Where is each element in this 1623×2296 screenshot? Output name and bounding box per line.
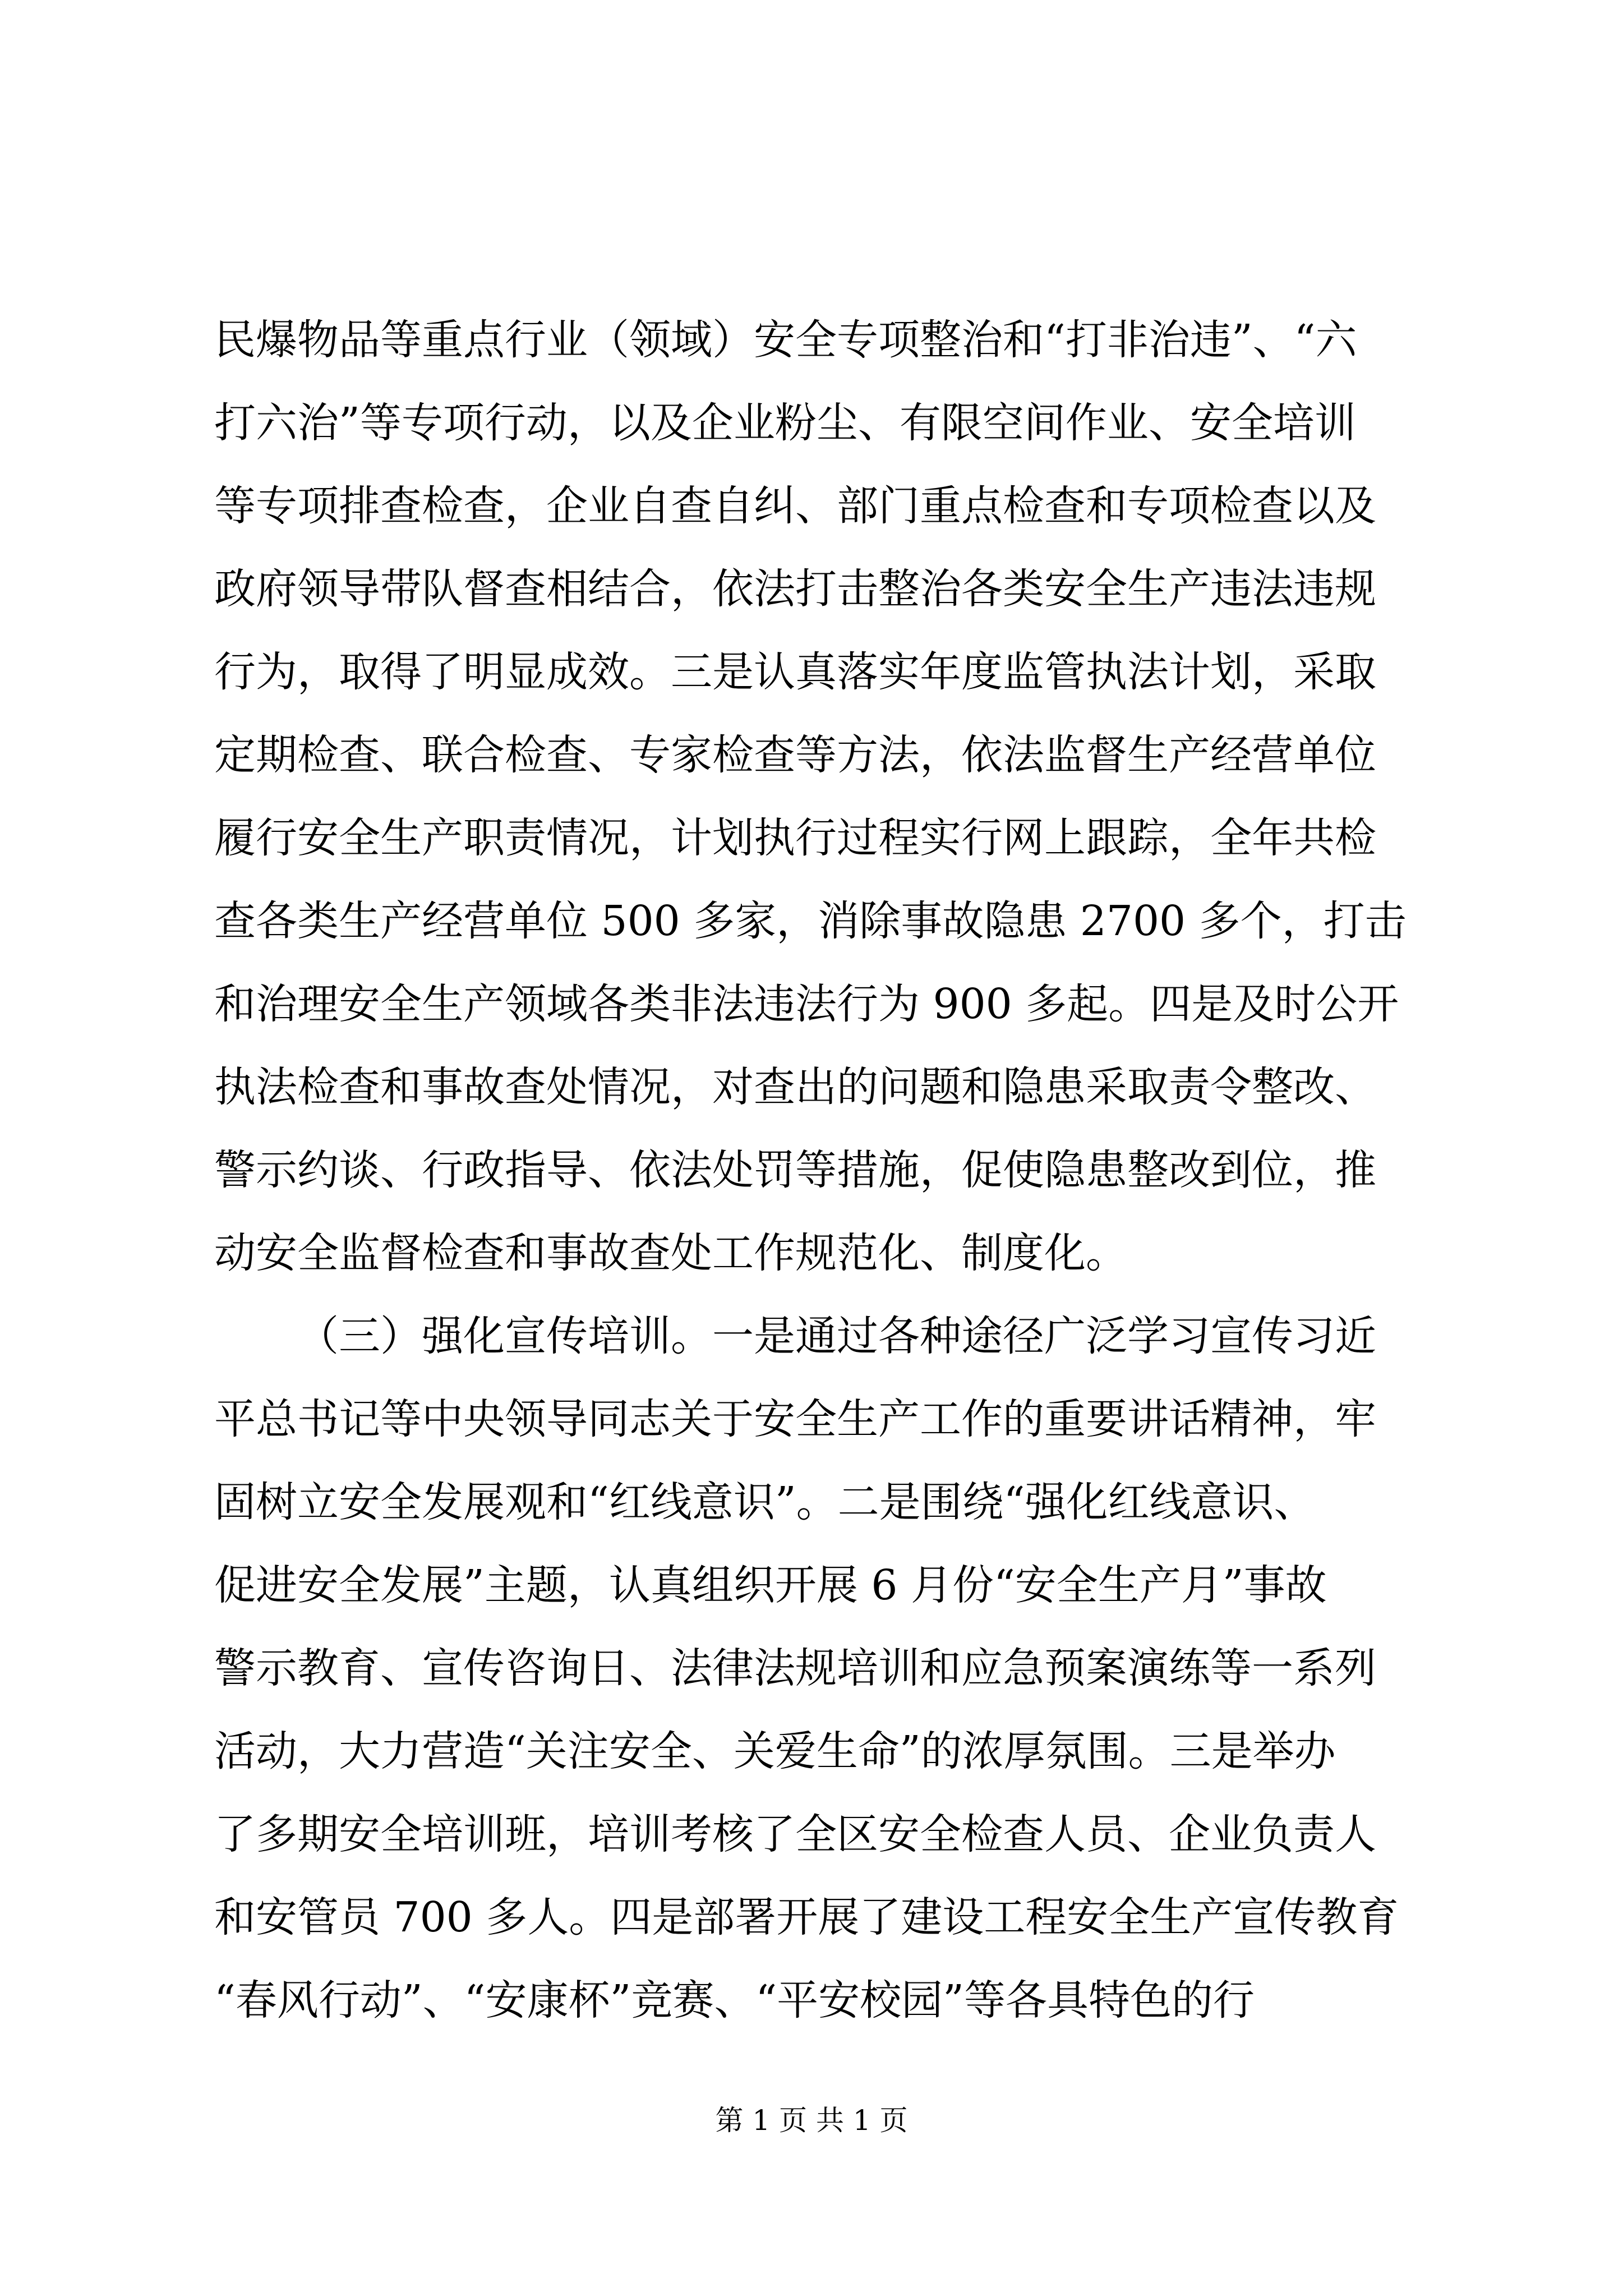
text-line: 等专项排查检查，企业自查自纠、部门重点检查和专项检查以及 bbox=[214, 482, 1376, 530]
text-line: 民爆物品等重点行业（领域）安全专项整治和“打非治违”、“六 bbox=[214, 316, 1357, 364]
text-line: 活动，大力营造“关注安全、关爱生命”的浓厚氛围。三是举办 bbox=[214, 1727, 1336, 1775]
text-line: 固树立安全发展观和“红线意识”。二是围绕“强化红线意识、 bbox=[214, 1478, 1316, 1526]
text-line: 平总书记等中央领导同志关于安全生产工作的重要讲话精神，牢 bbox=[214, 1395, 1376, 1443]
text-line: 警示教育、宣传咨询日、法律法规培训和应急预案演练等一系列 bbox=[214, 1644, 1376, 1692]
text-line: 动安全监督检查和事故查处工作规范化、制度化。 bbox=[214, 1229, 1127, 1277]
text-line: 政府领导带队督查相结合，依法打击整治各类安全生产违法违规 bbox=[214, 565, 1376, 613]
text-line: “春风行动”、“安康杯”竞赛、“平安校园”等各具特色的行 bbox=[214, 1976, 1255, 2024]
text-line: 执法检查和事故查处情况，对查出的问题和隐患采取责令整改、 bbox=[214, 1063, 1376, 1111]
text-line: 警示约谈、行政指导、依法处罚等措施，促使隐患整改到位，推 bbox=[214, 1146, 1376, 1194]
text-line: 查各类生产经营单位 500 多家，消除事故隐患 2700 多个，打击 bbox=[214, 897, 1407, 945]
text-line: 打六治”等专项行动，以及企业粉尘、有限空间作业、安全培训 bbox=[214, 399, 1356, 447]
text-line: 和安管员 700 多人。四是部署开展了建设工程安全生产宣传教育 bbox=[214, 1893, 1399, 1941]
paragraph-start-line: （三）强化宣传培训。一是通过各种途径广泛学习宣传习近 bbox=[297, 1312, 1376, 1360]
text-line: 履行安全生产职责情况，计划执行过程实行网上跟踪，全年共检 bbox=[214, 814, 1376, 862]
page-footer: 第 1 页 共 1 页 bbox=[715, 2104, 908, 2137]
text-line: 行为，取得了明显成效。三是认真落实年度监管执法计划，采取 bbox=[214, 648, 1376, 696]
text-line: 了多期安全培训班，培训考核了全区安全检查人员、企业负责人 bbox=[214, 1810, 1376, 1858]
body-text bbox=[214, 298, 1414, 2042]
text-line: 和治理安全生产领域各类非法违法行为 900 多起。四是及时公开 bbox=[214, 980, 1399, 1028]
text-line: 定期检查、联合检查、专家检查等方法，依法监督生产经营单位 bbox=[214, 731, 1376, 779]
text-line: 促进安全发展”主题，认真组织开展 6 月份“安全生产月”事故 bbox=[214, 1561, 1327, 1609]
